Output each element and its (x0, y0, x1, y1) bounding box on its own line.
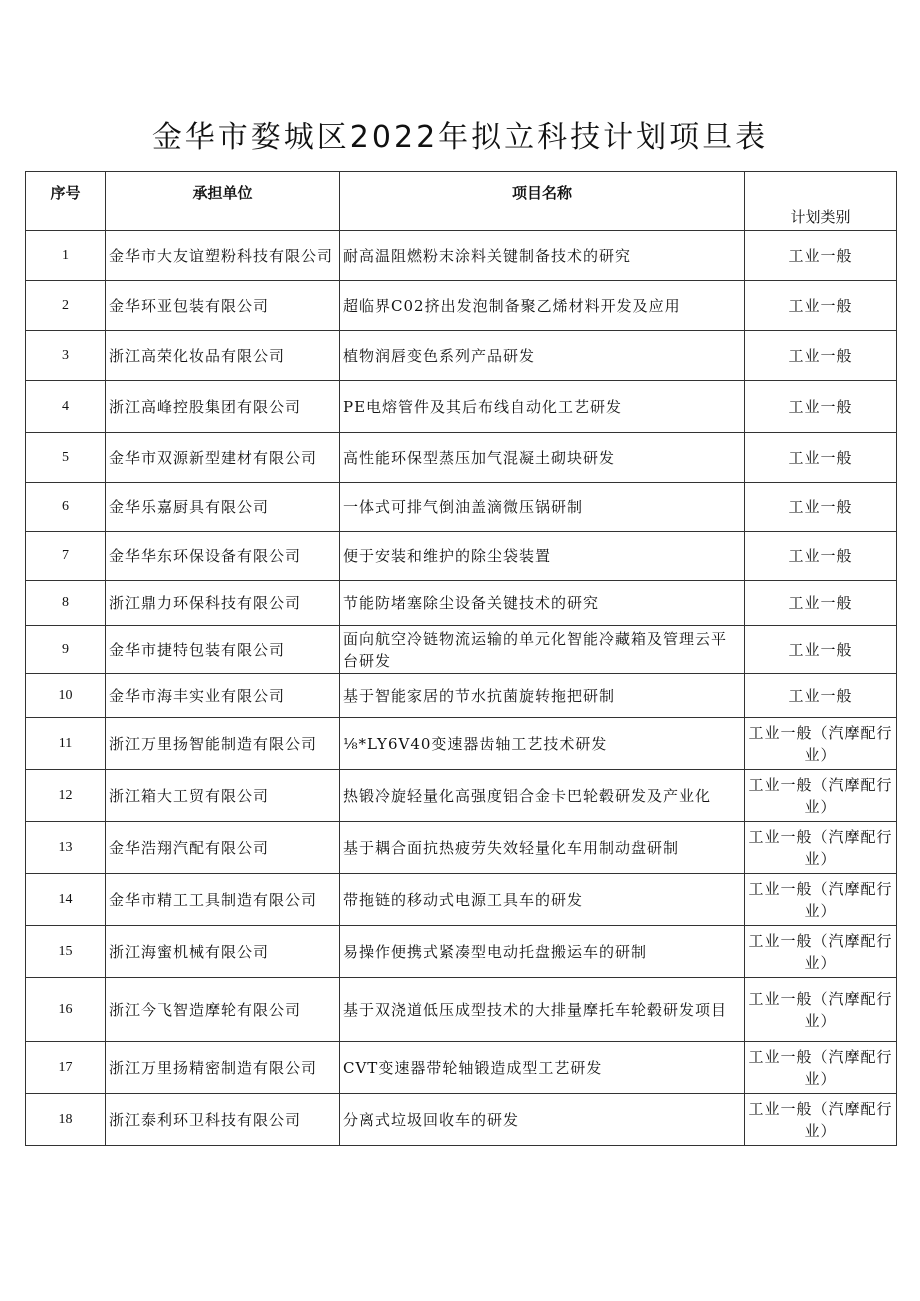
cell-category: 工业一般 (745, 532, 897, 581)
cell-seq: 3 (26, 331, 106, 381)
cell-seq: 12 (26, 770, 106, 822)
table-row (26, 978, 897, 1042)
cell-category: 工业一般（汽摩配行业） (745, 978, 897, 1042)
cell-category: 工业一般（汽摩配行业） (745, 874, 897, 926)
table-row (26, 822, 897, 874)
cell-unit: 浙江泰利环卫科技有限公司 (106, 1094, 340, 1146)
table-row (26, 1094, 897, 1146)
header-seq: 序号 (26, 172, 106, 231)
cell-category: 工业一般 (745, 581, 897, 626)
cell-category: 工业一般 (745, 381, 897, 433)
table-row (26, 483, 897, 532)
cell-unit: 浙江万里扬智能制造有限公司 (106, 718, 340, 770)
table-row (26, 281, 897, 331)
cell-category: 工业一般 (745, 231, 897, 281)
page-title: 金华市婺城区2022年拟立科技计划项旦表 (151, 120, 769, 155)
cell-seq: 1 (26, 231, 106, 281)
header-category: 计划类别 (745, 172, 897, 231)
cell-project: 易操作便携式紧凑型电动托盘搬运车的研制 (340, 926, 745, 978)
cell-project: 耐高温阻燃粉末涂料关键制备技术的研究 (340, 231, 745, 281)
cell-category: 工业一般（汽摩配行业） (745, 926, 897, 978)
table-row (26, 626, 897, 674)
cell-seq: 13 (26, 822, 106, 874)
header-unit: 承担单位 (106, 172, 340, 231)
cell-unit: 浙江万里扬精密制造有限公司 (106, 1042, 340, 1094)
cell-category: 工业一般 (745, 483, 897, 532)
cell-category: 工业一般（汽摩配行业） (745, 1042, 897, 1094)
cell-seq: 18 (26, 1094, 106, 1146)
cell-project: 基于智能家居的节水抗菌旋转拖把研制 (340, 674, 745, 718)
table-row (26, 1042, 897, 1094)
cell-unit: 浙江高峰控股集团有限公司 (106, 381, 340, 433)
cell-seq: 9 (26, 626, 106, 674)
table-row (26, 331, 897, 381)
cell-project: 分离式垃圾回收车的研发 (340, 1094, 745, 1146)
cell-seq: 16 (26, 978, 106, 1042)
cell-project: 超临界C02挤出发泡制备聚乙烯材料开发及应用 (340, 281, 745, 331)
cell-unit: 浙江鼎力环保科技有限公司 (106, 581, 340, 626)
cell-unit: 浙江箱大工贸有限公司 (106, 770, 340, 822)
cell-unit: 金华市海丰实业有限公司 (106, 674, 340, 718)
table-header-row (26, 172, 897, 231)
cell-unit: 浙江海蜜机械有限公司 (106, 926, 340, 978)
cell-project: 热锻冷旋轻量化高强度铝合金卡巴轮毂研发及产业化 (340, 770, 745, 822)
table-row (26, 581, 897, 626)
cell-category: 工业一般 (745, 433, 897, 483)
cell-project: 高性能环保型蒸压加气混凝土砌块研发 (340, 433, 745, 483)
table-row (26, 532, 897, 581)
cell-unit: 金华华东环保设备有限公司 (106, 532, 340, 581)
cell-seq: 4 (26, 381, 106, 433)
cell-seq: 14 (26, 874, 106, 926)
table-row (26, 674, 897, 718)
header-project: 项目名称 (340, 172, 745, 231)
cell-seq: 15 (26, 926, 106, 978)
cell-category: 工业一般 (745, 281, 897, 331)
table-row (26, 231, 897, 281)
cell-seq: 17 (26, 1042, 106, 1094)
cell-project: PE电熔管件及其后布线自动化工艺研发 (340, 381, 745, 433)
cell-unit: 浙江高荣化妆品有限公司 (106, 331, 340, 381)
table-row (26, 433, 897, 483)
cell-project: 面向航空冷链物流运输的单元化智能冷藏箱及管理云平台研发 (340, 626, 745, 674)
cell-seq: 10 (26, 674, 106, 718)
cell-category: 工业一般 (745, 626, 897, 674)
table-row (26, 926, 897, 978)
cell-seq: 8 (26, 581, 106, 626)
cell-category: 工业一般 (745, 331, 897, 381)
cell-project: 植物润唇变色系列产品研发 (340, 331, 745, 381)
cell-unit: 金华市大友谊塑粉科技有限公司 (106, 231, 340, 281)
cell-category: 工业一般（汽摩配行业） (745, 1094, 897, 1146)
table-body (26, 231, 897, 1146)
cell-category: 工业一般 (745, 674, 897, 718)
table-row (26, 874, 897, 926)
cell-category: 工业一般（汽摩配行业） (745, 718, 897, 770)
table-row (26, 770, 897, 822)
cell-seq: 11 (26, 718, 106, 770)
cell-unit: 金华环亚包装有限公司 (106, 281, 340, 331)
table-row (26, 381, 897, 433)
cell-project: 节能防堵塞除尘设备关键技术的研究 (340, 581, 745, 626)
cell-unit: 金华市精工工具制造有限公司 (106, 874, 340, 926)
cell-seq: 6 (26, 483, 106, 532)
cell-unit: 金华市双源新型建材有限公司 (106, 433, 340, 483)
cell-unit: 金华乐嘉厨具有限公司 (106, 483, 340, 532)
cell-unit: 浙江今飞智造摩轮有限公司 (106, 978, 340, 1042)
cell-category: 工业一般（汽摩配行业） (745, 770, 897, 822)
cell-unit: 金华市捷特包装有限公司 (106, 626, 340, 674)
cell-project: 基于耦合面抗热疲劳失效轻量化车用制动盘研制 (340, 822, 745, 874)
project-table (25, 171, 897, 1146)
cell-project: 带拖链的移动式电源工具车的研发 (340, 874, 745, 926)
cell-seq: 2 (26, 281, 106, 331)
cell-project: 基于双浇道低压成型技术的大排量摩托车轮毂研发项目 (340, 978, 745, 1042)
cell-project: 便于安装和维护的除尘袋装置 (340, 532, 745, 581)
table-row (26, 718, 897, 770)
cell-seq: 7 (26, 532, 106, 581)
cell-category: 工业一般（汽摩配行业） (745, 822, 897, 874)
cell-project: ⅛*LY6V40变速器齿轴工艺技术研发 (340, 718, 745, 770)
cell-unit: 金华浩翔汽配有限公司 (106, 822, 340, 874)
cell-project: 一体式可排气倒油盖滴微压锅研制 (340, 483, 745, 532)
cell-project: CVT变速器带轮轴锻造成型工艺研发 (340, 1042, 745, 1094)
cell-seq: 5 (26, 433, 106, 483)
